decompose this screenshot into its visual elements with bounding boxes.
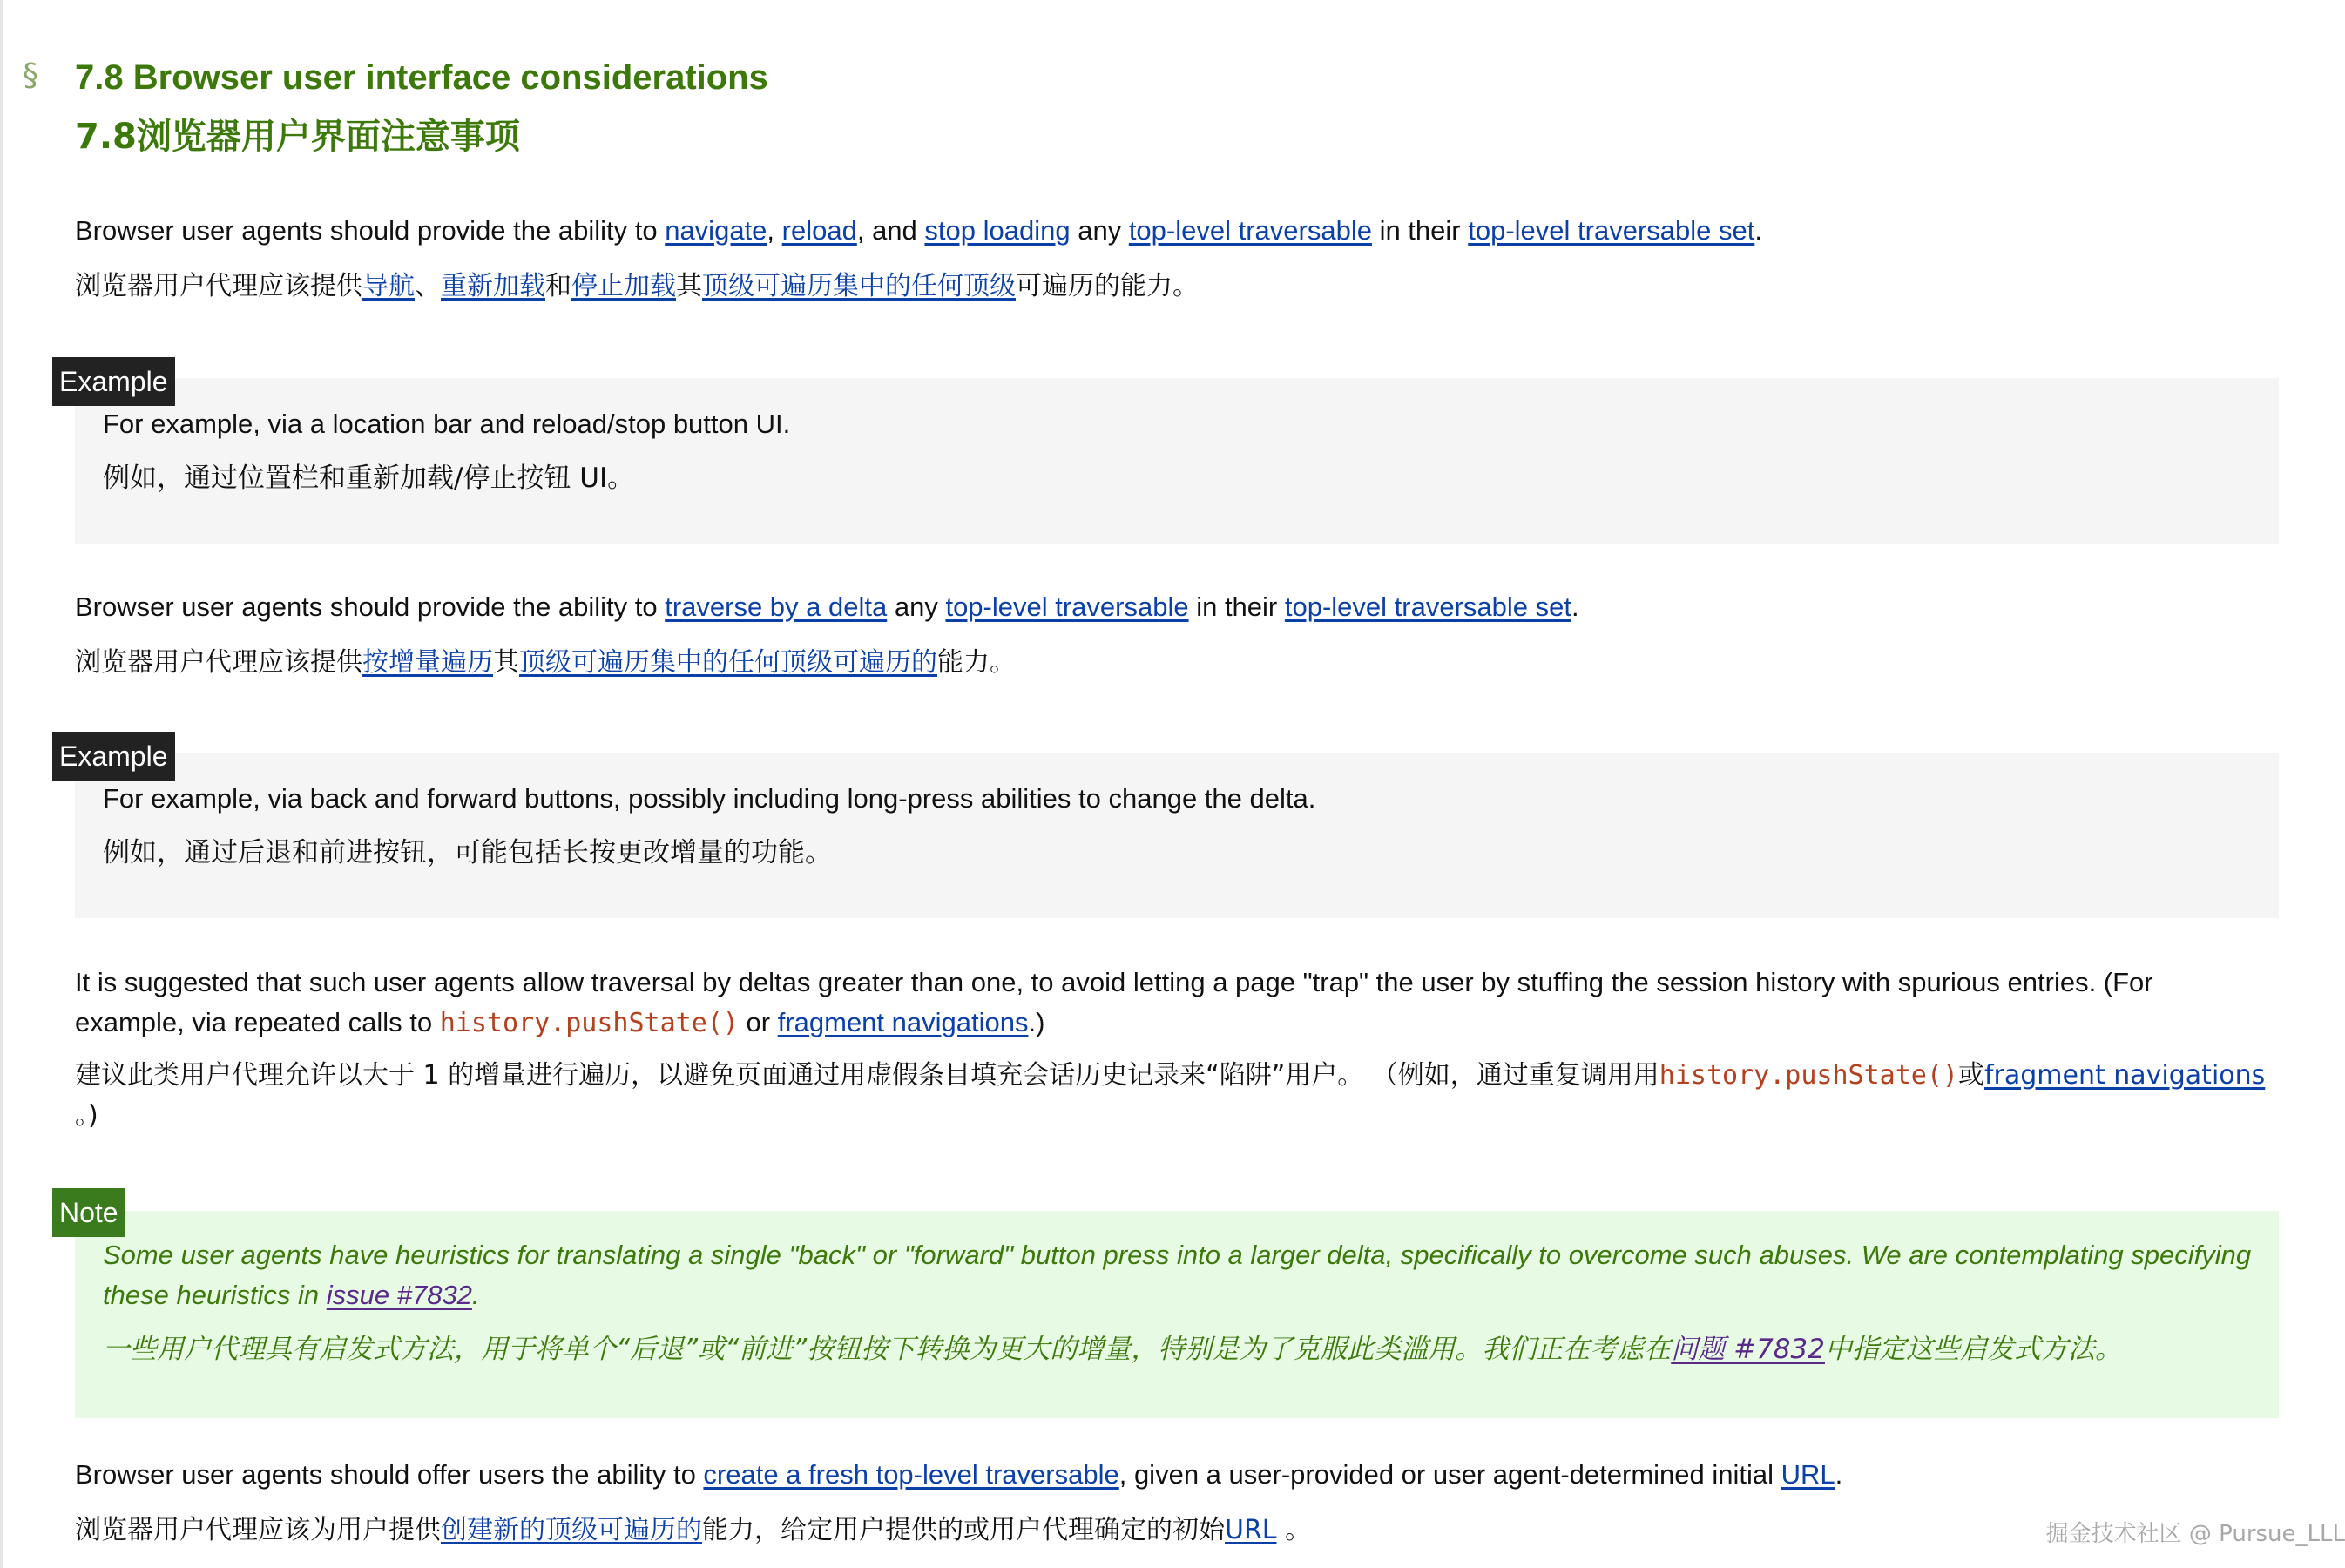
link-top-level-traversable-set-zh[interactable]: 顶级可遍历集中的任何顶级可遍历的 — [519, 647, 937, 678]
example-2-text-zh: 例如，通过后退和前进按钮，可能包括长按更改增量的功能。 — [103, 837, 832, 868]
link-create-fresh-top-level-traversable[interactable]: create a fresh top-level traversable — [703, 1459, 1119, 1490]
link-navigate[interactable]: navigate — [665, 215, 767, 246]
link-traverse-by-a-delta[interactable]: traverse by a delta — [665, 591, 888, 622]
link-issue-7832[interactable]: issue #7832 — [326, 1280, 472, 1310]
link-stop-loading[interactable]: stop loading — [924, 215, 1071, 246]
left-margin-rule — [0, 0, 3, 1568]
section-heading-en: 7.8 Browser user interface considerations — [75, 58, 768, 97]
link-reload[interactable]: reload — [781, 215, 857, 246]
paragraph-1-en: Browser user agents should provide the ability to navigate, reload, and stop loading any top-level traversable in their top-level traversable set. — [75, 215, 1762, 246]
paragraph-3-zh: 建议此类用户代理允许以大于 1 的增量进行遍历，以避免页面通过用虚假条目填充会话历史记录来“陷阱”用户。 （例如，通过重复调用用history.pushState()或fragment navigations 。) — [75, 1060, 2266, 1131]
example-box-2 — [59, 740, 2279, 918]
link-top-level-traversable[interactable]: top-level traversable — [945, 591, 1189, 622]
link-top-level-traversable-set[interactable]: top-level traversable set — [1284, 591, 1571, 622]
example-1-text-zh: 例如，通过位置栏和重新加载/停止按钮 UI。 — [103, 463, 635, 494]
example-2-text-en: For example, via back and forward buttons, possibly including long-press abilities to change the delta. — [103, 783, 1316, 814]
link-traverse-by-a-delta-zh[interactable]: 按增量遍历 — [362, 647, 493, 678]
code-history-pushstate: history.pushState() — [439, 1008, 739, 1038]
link-top-level-traversable[interactable]: top-level traversable — [1128, 215, 1372, 246]
link-create-fresh-top-level-traversable-zh[interactable]: 创建新的顶级可遍历的 — [441, 1515, 702, 1545]
example-1-text-en: For example, via a location bar and reload/stop button UI. — [103, 409, 791, 439]
paragraph-1-zh: 浏览器用户代理应该提供导航、重新加载和停止加载其顶级可遍历集中的任何顶级可遍历的能力。 — [75, 271, 1199, 301]
link-url[interactable]: URL — [1781, 1459, 1835, 1490]
link-url-zh[interactable]: URL — [1225, 1515, 1277, 1545]
paragraph-3-en: It is suggested that such user agents allow traversal by deltas greater than one, to avoid letting a page "trap" the user by stuffing the session history with spurious entries. (For example, via repeated calls to history.pushState() or fragment navigations.) — [75, 967, 2153, 1038]
note-box — [59, 1197, 2279, 1418]
section-heading-zh: 7.8浏览器用户界面注意事项 — [75, 117, 520, 157]
example-tag: Example — [52, 357, 175, 406]
example-tag: Example — [52, 732, 175, 781]
link-navigate-zh[interactable]: 导航 — [362, 271, 415, 301]
note-text-en: Some user agents have heuristics for translating a single "back" or "forward" button press into a larger delta, specifically to overcome such abuses. We are contemplating specifying these heuristics in issue #7832. — [103, 1240, 2252, 1310]
watermark: 掘金技术社区 @ Pursue_LLL — [2045, 1521, 2345, 1547]
note-tag: Note — [52, 1188, 125, 1237]
link-top-level-traversable-set-zh[interactable]: 顶级可遍历集中的任何顶级 — [702, 271, 1016, 301]
link-fragment-navigations-zh[interactable]: fragment navigations — [1983, 1060, 2266, 1091]
paragraph-2-en: Browser user agents should provide the ability to traverse by a delta any top-level traversable in their top-level traversable set. — [75, 591, 1579, 622]
section-anchor-link[interactable]: § — [23, 57, 38, 93]
paragraph-4-zh: 浏览器用户代理应该为用户提供创建新的顶级可遍历的能力，给定用户提供的或用户代理确定的初始URL 。 — [75, 1515, 1312, 1545]
code-history-pushstate-zh: history.pushState() — [1659, 1060, 1958, 1091]
link-stop-loading-zh[interactable]: 停止加载 — [571, 271, 676, 301]
link-reload-zh[interactable]: 重新加载 — [441, 271, 545, 301]
paragraph-4-en: Browser user agents should offer users the ability to create a fresh top-level traversable, given a user-provided or user agent-determined initial URL. — [75, 1459, 1843, 1490]
link-fragment-navigations[interactable]: fragment navigations — [777, 1007, 1029, 1037]
example-box-1 — [59, 366, 2279, 544]
link-issue-7832-zh[interactable]: 问题 #7832 — [1671, 1334, 1825, 1365]
link-top-level-traversable-set[interactable]: top-level traversable set — [1468, 215, 1755, 246]
paragraph-2-zh: 浏览器用户代理应该提供按增量遍历其顶级可遍历集中的任何顶级可遍历的能力。 — [75, 647, 1016, 678]
note-text-zh: 一些用户代理具有启发式方法，用于将单个“后退”或“前进”按钮按下转换为更大的增量，特别是为了克服此类滥用。我们正在考虑在问题 #7832中指定这些启发式方法。 — [103, 1334, 2122, 1365]
